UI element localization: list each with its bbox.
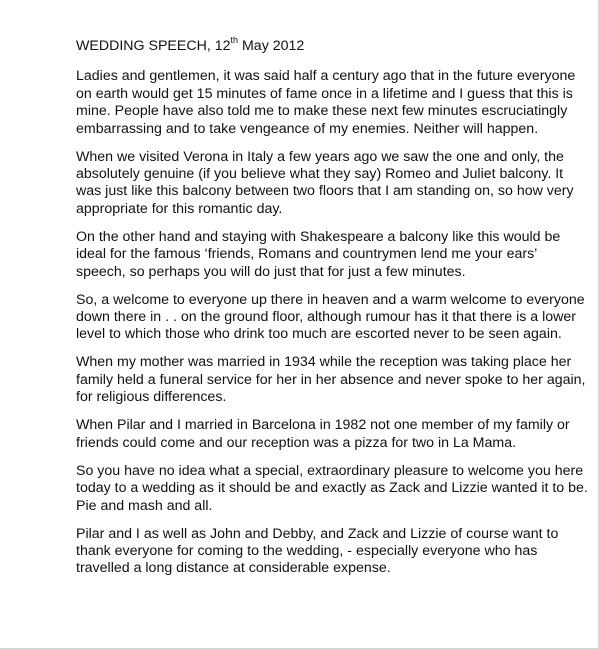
paragraph-thanks: Pilar and I as well as John and Debby, and Zack and Lizzie of course want to thank everyone for coming to the wedding, - especially everyone who has travelled a long distance at considerable expense. (76, 525, 559, 577)
paragraph-mother: When my mother was married in 1934 while the reception was taking place her family held a funeral service for her in her absence and never spoke to her again, for religious differences. (76, 354, 586, 406)
paragraph-verona: When we visited Verona in Italy a few years ago we saw the one and only, the absolutely genuine (if you believe what they say) Romeo and Juliet balcony. It was just like this balcony between two floors that I am standing on, so how very appropriate for this romantic day. (76, 148, 574, 217)
paragraph-intro: Ladies and gentlemen, it was said half a century ago that in the future everyone on earth would get 15 minutes of fame once in a lifetime and I guess that this is mine. People have also told me to make these next few minutes escruciatingly embarrassing and to take vengeance of my enemies. Neither will happen. (76, 68, 576, 137)
document-body (76, 35, 588, 588)
title-prefix: WEDDING SPEECH, 12 (76, 38, 231, 54)
title-superscript: th (230, 35, 239, 46)
paragraph-pleasure: So you have no idea what a special, extraordinary pleasure to welcome you here today to a wedding as it should be and exactly as Zack and Lizzie wanted it to be. Pie and mash and all. (76, 462, 588, 514)
paragraph-barcelona: When Pilar and I married in Barcelona in 1982 not one member of my family or friends could come and our reception was a pizza for two in La Mama. (76, 417, 570, 451)
paragraph-welcome: So, a welcome to everyone up there in heaven and a warm welcome to everyone down there in . . on the ground floor, although rumour has it that there is a lower level to which those who drink too much are escorted never to be seen again. (76, 291, 585, 343)
title-suffix: May 2012 (238, 38, 305, 54)
paragraph-shakespeare: On the other hand and staying with Shakespeare a balcony like this would be ideal for the famous ‘friends, Romans and countrymen lend me your ears’ speech, so perhaps you will do just that for just a few minutes. (76, 228, 561, 280)
document-title (76, 35, 588, 55)
